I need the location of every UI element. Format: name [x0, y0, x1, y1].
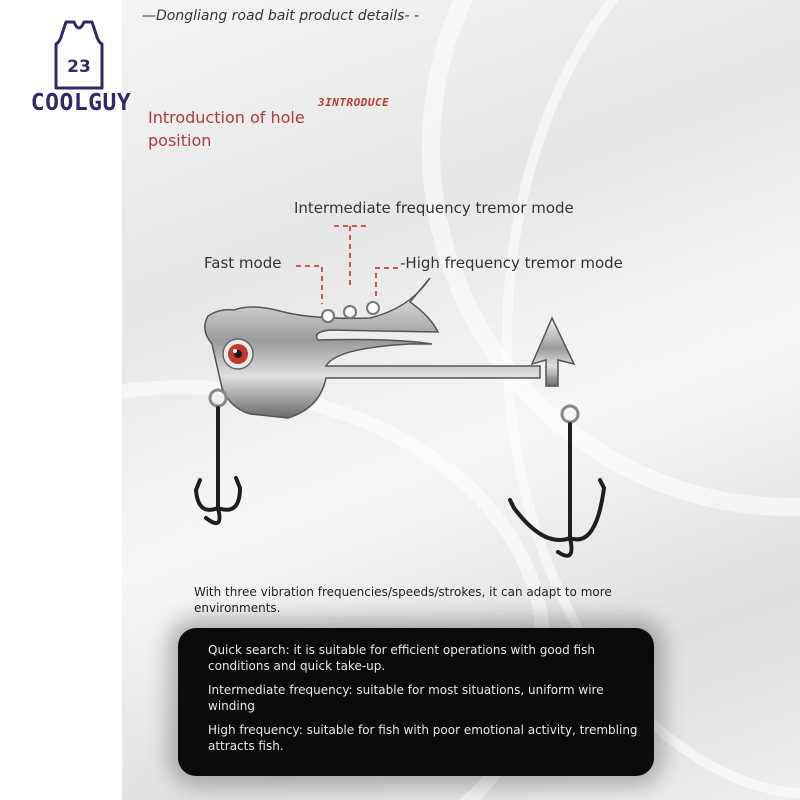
fast-mode-label: Fast mode: [204, 254, 282, 272]
brand-name: COOLGUY: [30, 90, 132, 116]
info-intermediate: Intermediate frequency: suitable for most situations, uniform wire winding: [208, 683, 604, 713]
jersey-number: 23: [67, 57, 91, 77]
intro-title: Introduction of hole position: [148, 108, 305, 150]
lure-hole: [344, 306, 356, 318]
hook-ring: [562, 406, 578, 422]
hole-leader-lines: [296, 226, 398, 304]
page-title: —Dongliang road bait product details- -: [142, 8, 420, 24]
intro-tag: 3INTRODUCE: [318, 96, 390, 109]
intermediate-mode-label: Intermediate frequency tremor mode: [294, 199, 574, 217]
lure-hole: [367, 302, 379, 314]
info-high: High frequency: suitable for fish with poor emotional activity, trembling attracts fish.: [208, 723, 638, 753]
info-quick-search: Quick search: it is suitable for efficient operations with good fish conditions and quick take-up.: [208, 643, 595, 673]
mode-info-box: [178, 628, 654, 776]
treble-hook-icon: [196, 408, 240, 523]
hook-ring: [210, 390, 226, 406]
high-mode-label: -High frequency tremor mode: [400, 254, 623, 272]
lure-hole: [322, 310, 334, 322]
brand-logo: [14, 18, 148, 128]
jersey-icon: [52, 20, 106, 90]
product-description: With three vibration frequencies/speeds/strokes, it can adapt to more environments.: [194, 585, 612, 615]
lure-illustration: [180, 218, 640, 590]
treble-hook-icon: [510, 424, 604, 556]
lure-body: [205, 278, 540, 418]
